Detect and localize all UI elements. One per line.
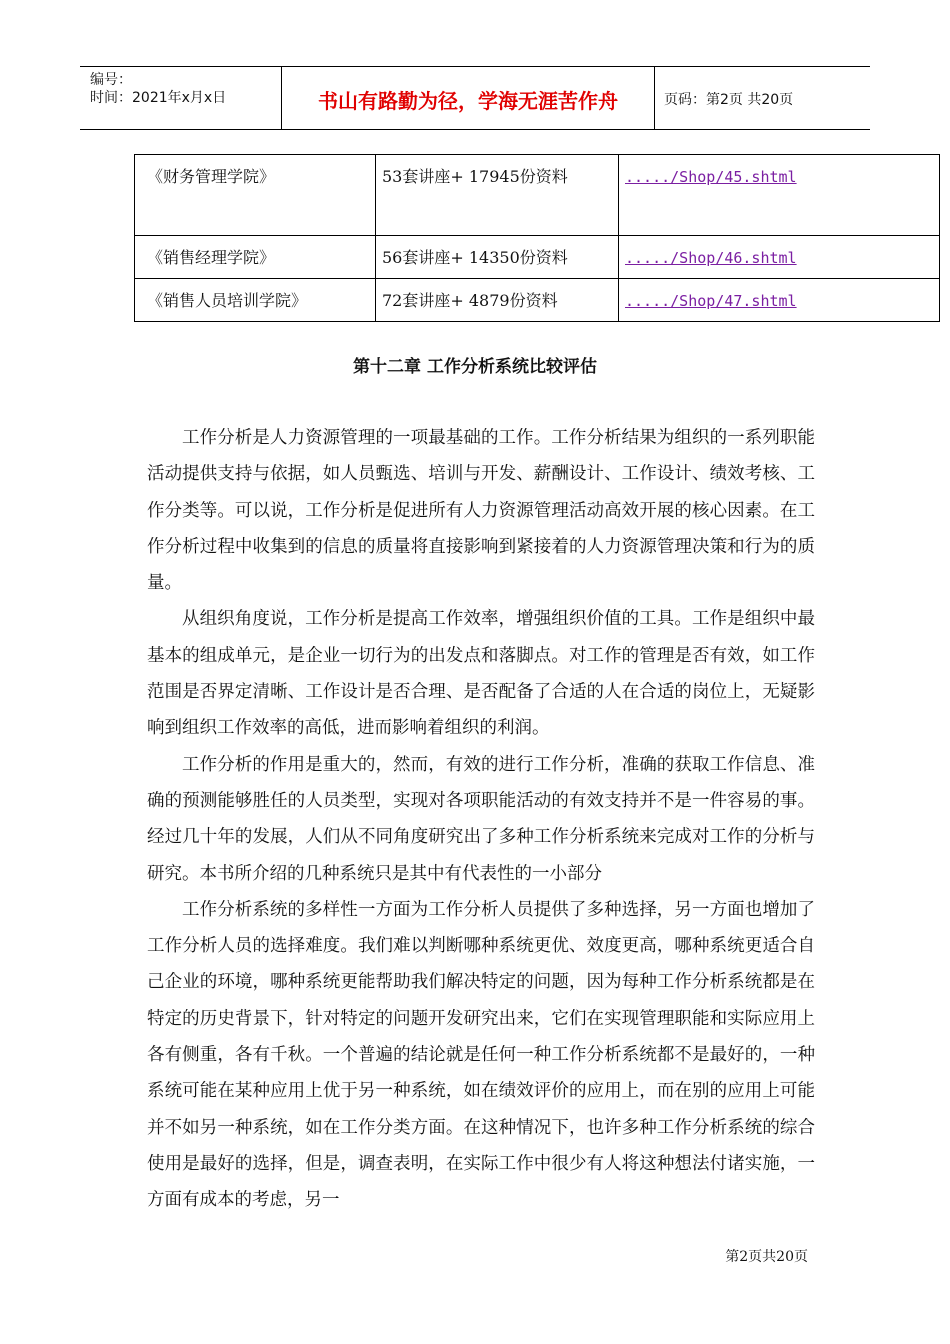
resource-link[interactable]: ...../Shop/45.shtml xyxy=(625,168,797,186)
time-label: 时间：2021年x月x日 xyxy=(90,90,227,106)
resource-desc: 56套讲座+ 14350份资料 xyxy=(376,236,619,279)
header-meta xyxy=(90,71,226,107)
resource-link-cell xyxy=(619,236,940,279)
resource-link-cell xyxy=(619,155,940,236)
resource-link-cell xyxy=(619,279,940,322)
header-divider xyxy=(654,67,655,129)
resource-name: 《销售人员培训学院》 xyxy=(135,279,376,322)
resource-desc: 72套讲座+ 4879份资料 xyxy=(376,279,619,322)
paragraph: 工作分析是人力资源管理的一项最基础的工作。工作分析结果为组织的一系列职能活动提供支持与依据，如人员甄选、培训与开发、薪酬设计、工作设计、绩效考核、工作分类等。可以说，工作分析是促进所有人力资源管理活动高效开展的核心因素。在工作分析过程中收集到的信息的质量将直接影响到紧接着的人力资源管理决策和行为的质量。 xyxy=(147,428,815,594)
page-footer: 第2页共20页 xyxy=(725,1249,808,1265)
table-row xyxy=(135,155,940,236)
chapter-title: 第十二章 工作分析系统比较评估 xyxy=(353,357,597,377)
page-header xyxy=(80,66,870,130)
resource-table xyxy=(134,154,940,322)
resource-name: 《销售经理学院》 xyxy=(135,236,376,279)
resource-link[interactable]: ...../Shop/46.shtml xyxy=(625,249,797,267)
resource-link[interactable]: ...../Shop/47.shtml xyxy=(625,292,797,310)
table-row xyxy=(135,236,940,279)
header-motto: 书山有路勤为径，学海无涯苦作舟 xyxy=(318,89,618,113)
body-text xyxy=(147,420,815,1219)
table-row xyxy=(135,279,940,322)
resource-name: 《财务管理学院》 xyxy=(135,155,376,236)
resource-desc: 53套讲座+ 17945份资料 xyxy=(376,155,619,236)
paragraph: 工作分析系统的多样性一方面为工作分析人员提供了多种选择，另一方面也增加了工作分析人员的选择难度。我们难以判断哪种系统更优、效度更高，哪种系统更适合自己企业的环境，哪种系统更能帮助我们解决特定的问题，因为每种工作分析系统都是在特定的历史背景下，针对特定的问题开发研究出来，它们在实现管理职能和实际应用上各有侧重，各有千秋。一个普遍的结论就是任何一种工作分析系统都不是最好的，一种系统可能在某种应用上优于另一种系统，如在绩效评价的应用上，而在别的应用上可能并不如另一种系统，如在工作分类方面。在这种情况下，也许多种工作分析系统的综合使用是最好的选择，但是，调查表明，在实际工作中很少有人将这种想法付诸实施，一方面有成本的考虑，另一 xyxy=(147,899,815,1211)
header-page-label: 页码：第2页 共20页 xyxy=(664,92,794,108)
paragraph: 从组织角度说，工作分析是提高工作效率，增强组织价值的工具。工作是组织中最基本的组成单元，是企业一切行为的出发点和落脚点。对工作的管理是否有效，如工作范围是否界定清晰、工作设计是否合理、是否配备了合适的人在合适的岗位上，无疑影响到组织工作效率的高低，进而影响着组织的利润。 xyxy=(147,609,815,739)
paragraph: 工作分析的作用是重大的，然而，有效的进行工作分析，准确的获取工作信息、准确的预测能够胜任的人员类型，实现对各项职能活动的有效支持并不是一件容易的事。经过几十年的发展，人们从不同角度研究出了多种工作分析系统来完成对工作的分析与研究。本书所介绍的几种系统只是其中有代表性的一小部分 xyxy=(147,754,815,884)
number-label: 编号： xyxy=(90,72,132,88)
